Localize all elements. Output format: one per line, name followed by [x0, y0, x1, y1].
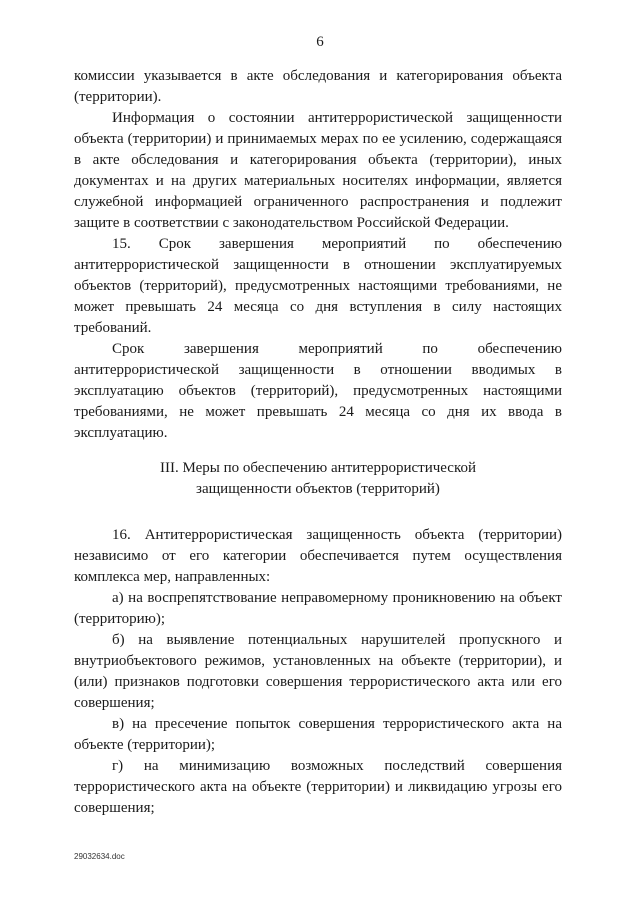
document-body: [74, 66, 562, 819]
page-number: 6: [316, 34, 324, 50]
list-item-g: г) на минимизацию возможных последствий совершения террористического акта на объекте (территории) и ликвидацию угрозы его совершения;: [74, 758, 562, 816]
paragraph-deadline-new-objects: Срок завершения мероприятий по обеспечению антитеррористической защищенности в отношении вводимых в эксплуатацию объектов (территорий), предусмотренных настоящими требованиями, не может превышать 24 месяца со дня их ввода в эксплуатацию.: [74, 341, 562, 441]
footer-filename: 29032634.doc: [74, 852, 125, 861]
paragraph-clause-16: 16. Антитеррористическая защищенность объекта (территории) независимо от его категории обеспечивается путем осуществления комплекса мер, направленных:: [74, 527, 562, 585]
paragraph-clause-15: 15. Срок завершения мероприятий по обеспечению антитеррористической защищенности в отношении эксплуатируемых объектов (территорий), предусмотренных настоящими требованиями, не может превышать 24 месяца со дня вступления в силу настоящих требований.: [74, 236, 562, 336]
section-heading-line-1: III. Меры по обеспечению антитеррористической: [159, 460, 477, 476]
list-item-v: в) на пресечение попыток совершения террористического акта на объекте (территории);: [74, 716, 562, 753]
paragraph-continuation: комиссии указывается в акте обследования и категорирования объекта (территории).: [74, 68, 562, 105]
list-item-a: а) на воспрепятствование неправомерному проникновению на объект (территорию);: [74, 590, 562, 627]
paragraph-info-security: Информация о состоянии антитеррористической защищенности объекта (территории) и принимаемых мерах по ее усилению, содержащаяся в акте обследования и категорирования объекта (территории), иных документах и на других материальных носителях информации, является служебной информацией ограниченного распространения и подлежит защите в соответствии с законодательством Российской Федерации.: [74, 110, 562, 231]
list-item-b: б) на выявление потенциальных нарушителей пропускного и внутриобъектового режимов, установленных на объекте (территории), и (или) признаков подготовки совершения террористического акта или его совершения;: [74, 632, 562, 711]
section-heading: [74, 458, 562, 500]
section-heading-line-2: защищенности объектов (территорий): [196, 481, 440, 497]
